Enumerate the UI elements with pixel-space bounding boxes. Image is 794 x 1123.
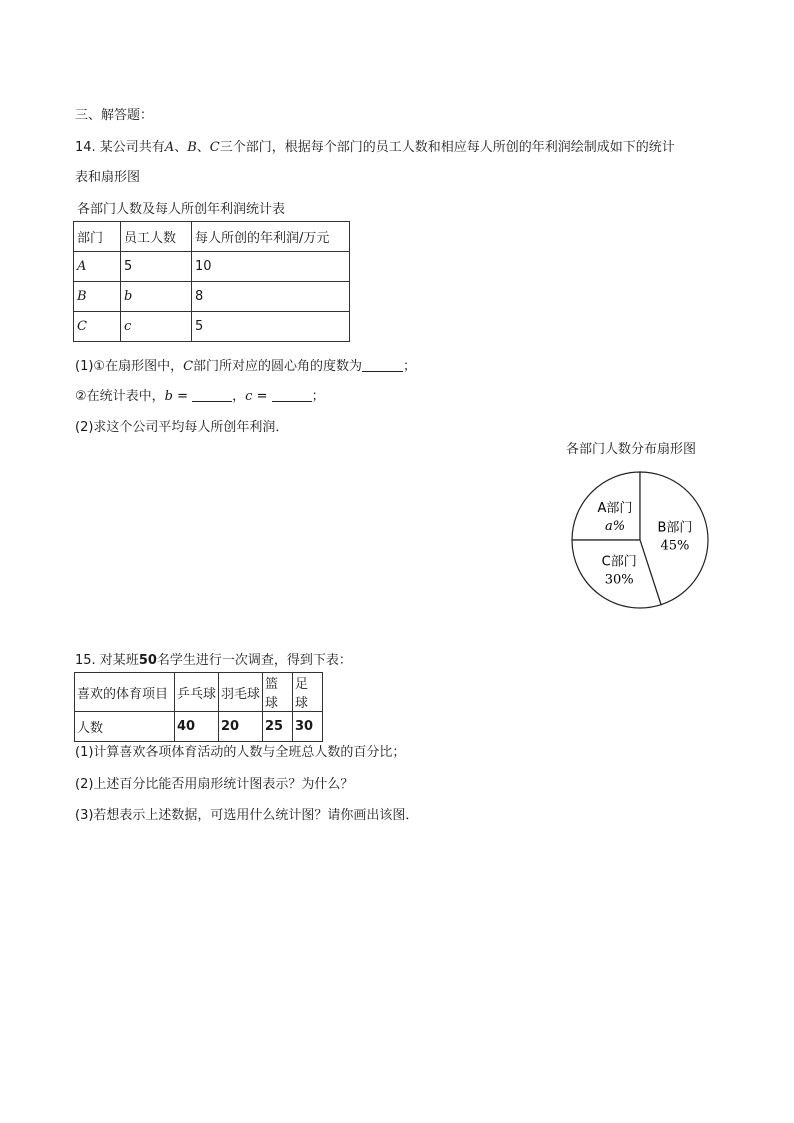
q14-sub2 [75,385,325,404]
table-row [74,252,350,282]
q14-sub1-prefix: (1)①在扇形图中， [75,359,184,374]
q15-stem-prefix: 15. 对某班 [75,653,139,668]
table-cell: b [121,282,192,312]
table-row [74,312,350,342]
q15-stem-rest: 名学生进行一次调查，得到下表： [156,653,352,668]
q15-student-count: 50 [138,653,157,668]
q14-stem-line2: 表和扇形图 [75,170,141,185]
q15-stem [75,649,352,668]
pie-slice-label: C部门 [601,554,637,570]
comma: ， [232,389,246,404]
punctuation: ； [403,359,417,374]
equals: = [172,389,193,404]
var-b: b [164,389,173,404]
pie-slice-label: B部门 [657,520,693,536]
table-header-cell: 羽毛球 [219,673,263,712]
var-b: B [187,140,197,155]
table-header-row [75,673,323,712]
answer-blank[interactable] [272,388,312,402]
q15-sub2: (2)上述百分比能否用扇形统计图表示？为什么？ [75,777,354,792]
punctuation: ； [311,389,325,404]
table-cell: 人数 [75,712,175,742]
equals: = [252,389,272,404]
table-row [74,282,350,312]
table-header-cell: 足球 [293,673,323,712]
q14-stem-start: 14. 某公司共有 [75,140,165,155]
q14-sub1 [75,355,416,374]
table-cell: 30 [293,712,323,742]
q14-stem-rest: 三个部门，根据每个部门的员工人数和相应每人所创的年利润绘制成如下的统计 [219,140,675,155]
var-c: C [209,140,220,155]
q15-sub1: (1)计算喜欢各项体育活动的人数与全班总人数的百分比； [75,745,406,760]
pie-chart-title: 各部门人数分布扇形图 [566,442,697,457]
table-cell: 5 [192,312,350,342]
table-header-cell: 喜欢的体育项目 [75,673,175,712]
table-cell: 25 [263,712,293,742]
table-cell: 8 [192,282,350,312]
table-header-cell: 每人所创的年利润/万元 [192,222,350,252]
pie-slice-value: 45% [660,538,690,554]
table-header-cell: 篮球 [263,673,293,712]
pie-slice-value: a% [604,518,626,534]
table-cell: 10 [192,252,350,282]
answer-blank[interactable] [362,358,403,372]
q14-sub3: (2)求这个公司平均每人所创年利润． [75,420,289,435]
department-pie-chart [560,460,720,620]
q14-sub2-prefix: ②在统计表中， [75,389,165,404]
table-cell: 20 [219,712,263,742]
table-header-row [74,222,350,252]
table-cell: B [74,282,121,312]
q15-sub3: (3)若想表示上述数据，可选用什么统计图？请你画出该图． [75,808,419,823]
pie-slice-value: 30% [604,572,634,588]
var-c: C [183,359,194,374]
separator: 、 [196,140,210,155]
table-header-cell: 乒乓球 [175,673,219,712]
table-row [75,712,323,742]
separator: 、 [174,140,188,155]
var-c: c [245,389,253,404]
table-header-cell: 部门 [74,222,121,252]
q14-stem-line1 [75,136,675,155]
table-cell: C [74,312,121,342]
sports-preference-table [74,672,323,742]
q14-table-title: 各部门人数及每人所创年利润统计表 [77,202,286,217]
table-cell: c [121,312,192,342]
var-a: A [164,140,175,155]
table-cell: 5 [121,252,192,282]
pie-slice-label: A部门 [597,500,633,516]
answer-blank[interactable] [192,388,232,402]
table-header-cell: 员工人数 [121,222,192,252]
section-heading: 三、解答题： [75,108,154,123]
table-cell: 40 [175,712,219,742]
table-cell: A [74,252,121,282]
department-profit-table [73,221,350,342]
q14-sub1-text: 部门所对应的圆心角的度数为 [193,359,363,374]
